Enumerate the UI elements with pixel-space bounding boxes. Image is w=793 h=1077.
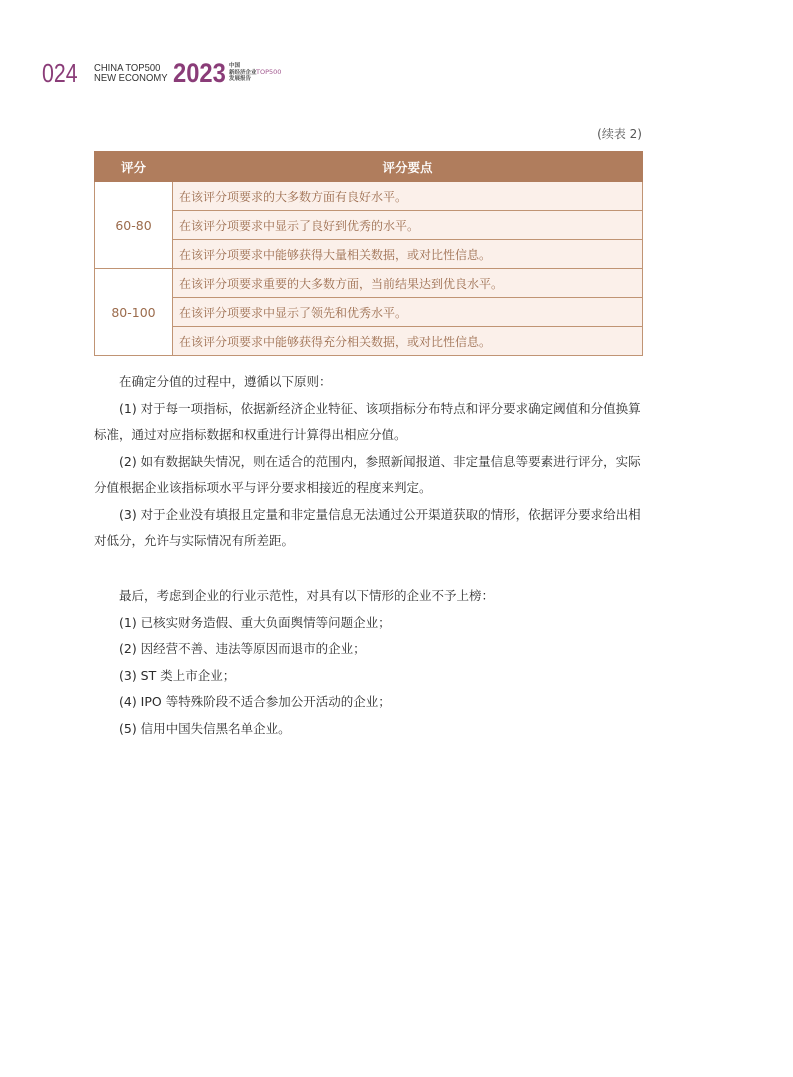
- score-point-cell: 在该评分项要求中显示了良好到优秀的水平。: [173, 211, 643, 240]
- brand-line-2: NEW ECONOMY: [94, 72, 168, 84]
- table-row: [95, 182, 643, 211]
- exclusion-item: (3) ST 类上市企业；: [119, 667, 236, 683]
- scoring-table: [94, 151, 643, 356]
- principles-section: [94, 369, 643, 555]
- column-header-score: 评分: [95, 152, 173, 182]
- score-point-cell: 在该评分项要求中能够获得大量相关数据，或对比性信息。: [173, 240, 643, 269]
- report-title-cn-3: 发展报告: [229, 76, 252, 82]
- score-range-cell: 60-80: [95, 182, 173, 269]
- table-row: [95, 269, 643, 298]
- table-row: [95, 211, 643, 240]
- report-year: 2023: [173, 58, 226, 88]
- exclusion-item: (2) 因经营不善、违法等原因而退市的企业；: [119, 641, 366, 656]
- exclusion-item: (5) 信用中国失信黑名单企业。: [119, 720, 291, 736]
- principle-item: (1) 对于每一项指标，依据新经济企业特征、该项指标分布特点和评分要求确定阈值和分值换算标准，通过对应指标数据和权重进行计算得出相应分值。: [94, 400, 641, 442]
- continued-label: (续表 2): [597, 127, 642, 141]
- principle-item: (3) 对于企业没有填报且定量和非定量信息无法通过公开渠道获取的情形，依据评分要求给出相对低分，允许与实际情况有所差距。: [94, 506, 641, 548]
- page-number: 024: [42, 58, 78, 88]
- exclusion-item: (1) 已核实财务造假、重大负面舆情等问题企业；: [119, 614, 391, 630]
- principle-item: (2) 如有数据缺失情况，则在适合的范围内，参照新闻报道、非定量信息等要素进行评分，实际分值根据企业该指标项水平与评分要求相接近的程度来判定。: [94, 453, 641, 495]
- table-header-row: [95, 152, 643, 182]
- score-point-cell: 在该评分项要求重要的大多数方面，当前结果达到优良水平。: [173, 269, 643, 298]
- table-row: [95, 327, 643, 356]
- report-top500: TOP500: [256, 67, 282, 76]
- score-point-cell: 在该评分项要求的大多数方面有良好水平。: [173, 182, 643, 211]
- table-row: [95, 240, 643, 269]
- score-point-cell: 在该评分项要求中能够获得充分相关数据，或对比性信息。: [173, 327, 643, 356]
- report-title-cn-1: 中国: [229, 63, 241, 69]
- column-header-points: 评分要点: [173, 152, 643, 182]
- exclusions-section: [94, 583, 643, 742]
- table-row: [95, 298, 643, 327]
- report-title-cn-2: 新经济企业: [229, 69, 257, 76]
- score-point-cell: 在该评分项要求中显示了领先和优秀水平。: [173, 298, 643, 327]
- exclusions-intro: 最后，考虑到企业的行业示范性，对具有以下情形的企业不予上榜：: [119, 588, 495, 603]
- principles-intro: 在确定分值的过程中，遵循以下原则：: [119, 374, 332, 389]
- exclusion-item: (4) IPO 等特殊阶段不适合参加公开活动的企业；: [119, 694, 391, 709]
- brand-line-1: CHINA TOP500: [94, 62, 161, 74]
- score-range-cell: 80-100: [95, 269, 173, 356]
